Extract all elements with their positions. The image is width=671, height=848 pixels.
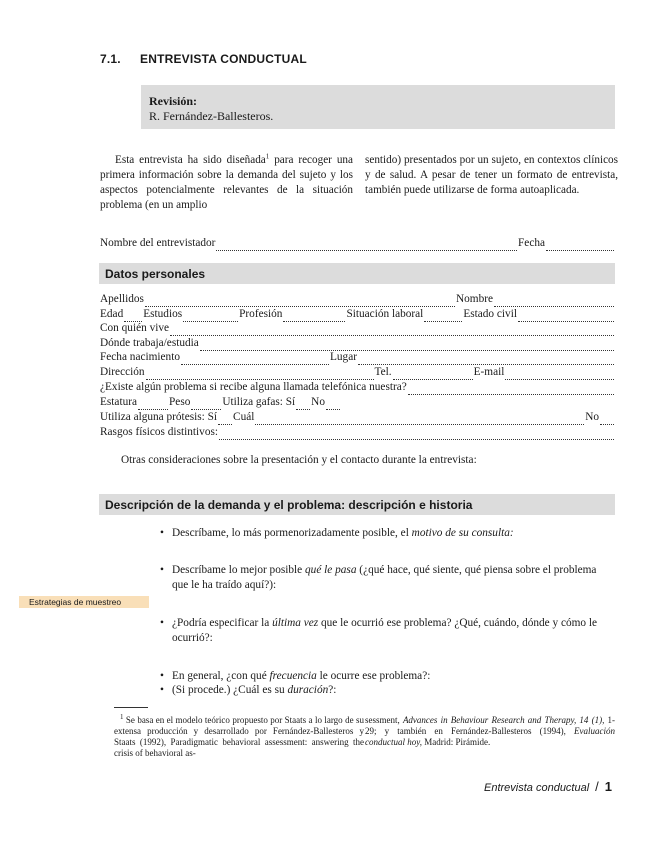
question-text: ?: <box>328 684 337 696</box>
personal-data-header <box>99 263 615 284</box>
footer-separator: / <box>595 779 599 794</box>
question-3 <box>160 616 615 646</box>
question-text: que le ocurrió ese problema? ¿Qué, cuándo, dónde y cómo le ocurrió?: <box>172 617 598 644</box>
footnote-text: Madrid: Pirámide. <box>422 737 491 747</box>
glasses-no-label: No <box>311 396 325 408</box>
intro-right-column: sentido) presentados por un sujeto, en contextos clínicos y de salud. A pesar de tener un formato de entrevista, también puede utilizarse de forma autoaplicada. <box>365 154 618 196</box>
question-text: Descríbame lo mejor posible <box>172 564 306 576</box>
work-status-label: Situación laboral <box>346 308 424 320</box>
footnote-journal: Advances in Behaviour Research and Therapy, 14 (1), <box>402 715 605 725</box>
intro-text: Esta entrevista ha sido diseñada <box>115 154 266 166</box>
question-text: le ocurre ese problema?: <box>316 670 431 682</box>
profession-label: Profesión <box>239 308 283 320</box>
features-label: Rasgos físicos distintivos: <box>100 426 218 438</box>
features-field[interactable] <box>219 428 614 440</box>
name-label: Nombre <box>455 293 493 305</box>
glasses-label: Utiliza gafas: Sí <box>222 396 296 408</box>
margin-tag-label: Estrategias de muestreo <box>29 597 122 607</box>
bullet-icon: • <box>160 684 164 696</box>
section-heading <box>100 52 307 66</box>
question-text: (Si procede.) ¿Cuál es su <box>172 684 288 696</box>
page-number: 1 <box>604 779 613 794</box>
intro-text: para recoger una primera información sobre la demanda del sujeto y los aspectos potencialmente relevantes de la situación problema (en un amplio <box>100 154 353 211</box>
footnote-book: Evaluación conductual hoy, <box>365 726 615 747</box>
footnote-text: sessment, <box>365 715 403 725</box>
revision-heading: Revisión: <box>149 94 197 108</box>
question-emphasis: qué le pasa <box>305 564 357 576</box>
address-line <box>100 365 615 380</box>
lives-with-field[interactable] <box>170 324 614 336</box>
address-label: Dirección <box>100 366 145 378</box>
problem-header <box>99 494 615 515</box>
glasses-no-field[interactable] <box>326 398 340 410</box>
footnote-ref: 1 <box>265 152 270 161</box>
which-field[interactable] <box>255 413 584 425</box>
other-considerations: Otras consideraciones sobre la presentación y el contacto durante la entrevista: <box>121 454 477 466</box>
email-field[interactable] <box>505 368 614 380</box>
prosthesis-no-label: No <box>585 411 599 423</box>
footnote-text: Se basa en el modelo teórico propuesto por Staats a lo largo de su extensa producción y desarrollado por Fernández-Ballesteros y Staats (1992), Paradigmatic behavioral assessment: answering the crisis of behavioral as- <box>114 715 364 758</box>
revision-author: R. Fernández-Ballesteros. <box>149 109 274 123</box>
surname-field[interactable] <box>145 295 455 307</box>
question-emphasis: duración <box>287 684 329 696</box>
phone-problem-field[interactable] <box>408 383 614 395</box>
prosthesis-no-field[interactable] <box>600 413 614 425</box>
which-label: Cuál <box>233 411 255 423</box>
birth-date-label: Fecha nacimiento <box>100 351 180 363</box>
intro-left-column <box>100 153 353 213</box>
bullet-icon: • <box>160 617 164 629</box>
age-line <box>100 307 615 322</box>
interviewer-name-field[interactable] <box>216 239 517 251</box>
footnote-text: 1-29; y también en Fernández-Ballesteros (1994), <box>365 715 616 736</box>
prosthesis-label: Utiliza alguna prótesis: Sí <box>100 411 218 423</box>
footnote-mark: 1 <box>120 713 124 721</box>
question-1 <box>160 526 615 541</box>
interviewer-name-label: Nombre del entrevistador <box>100 237 216 249</box>
address-field[interactable] <box>146 368 374 380</box>
civil-status-label: Estado civil <box>463 308 517 320</box>
question-text: Descríbame, lo más pormenorizadamente posible, el <box>172 527 412 539</box>
place-label: Lugar <box>330 351 357 363</box>
page-footer <box>484 779 612 794</box>
date-field[interactable] <box>546 239 614 251</box>
weight-label: Peso <box>169 396 191 408</box>
height-field[interactable] <box>138 398 168 410</box>
question-text: En general, ¿con qué <box>172 670 270 682</box>
tel-label: Tel. <box>374 366 392 378</box>
height-label: Estatura <box>100 396 138 408</box>
interviewer-line <box>100 236 615 251</box>
bullet-icon: • <box>160 670 164 682</box>
birth-line <box>100 350 615 365</box>
height-line <box>100 395 615 410</box>
works-where-label: Dónde trabaja/estudia <box>100 337 199 349</box>
surname-line <box>100 292 615 307</box>
tel-field[interactable] <box>393 368 473 380</box>
email-label: E-mail <box>473 366 505 378</box>
section-number: 7.1. <box>100 52 121 66</box>
section-title: ENTREVISTA CONDUCTUAL <box>140 52 307 66</box>
footnote-right <box>365 715 615 748</box>
prosthesis-yes-field[interactable] <box>218 413 232 425</box>
phone-problem-label: ¿Existe algún problema si recibe alguna llamada telefónica nuestra? <box>100 381 407 393</box>
lives-with-line <box>100 321 615 336</box>
question-text: ¿Podría especificar la <box>172 617 273 629</box>
features-line <box>100 425 615 440</box>
footer-title: Entrevista conductual <box>484 782 590 794</box>
surname-label: Apellidos <box>100 293 144 305</box>
birth-date-field[interactable] <box>181 353 329 365</box>
question-emphasis: frecuencia <box>269 670 317 682</box>
phone-problem-line <box>100 380 615 395</box>
bullet-icon: • <box>160 527 164 539</box>
place-field[interactable] <box>358 353 614 365</box>
margin-tag <box>19 596 149 608</box>
footnote-rule <box>114 707 148 708</box>
question-5 <box>160 683 615 698</box>
footnote-left <box>114 715 364 759</box>
prosthesis-line <box>100 410 615 425</box>
question-2 <box>160 563 615 593</box>
question-4 <box>160 669 615 684</box>
name-field[interactable] <box>494 295 614 307</box>
age-label: Edad <box>100 308 124 320</box>
question-text: (¿qué hace, qué siente, qué piensa sobre el problema que le ha traído aquí?): <box>172 564 597 591</box>
glasses-yes-field[interactable] <box>296 398 310 410</box>
weight-field[interactable] <box>191 398 221 410</box>
studies-label: Estudios <box>143 308 183 320</box>
works-where-line <box>100 336 615 351</box>
bullet-icon: • <box>160 564 164 576</box>
lives-with-label: Con quién vive <box>100 322 170 334</box>
date-label: Fecha <box>518 237 545 249</box>
question-emphasis: última vez <box>272 617 319 629</box>
question-emphasis: motivo de su consulta: <box>411 527 514 539</box>
problem-heading: Descripción de la demanda y el problema: descripción e historia <box>105 498 473 512</box>
personal-data-heading: Datos personales <box>105 267 206 281</box>
revision-box <box>141 85 615 129</box>
